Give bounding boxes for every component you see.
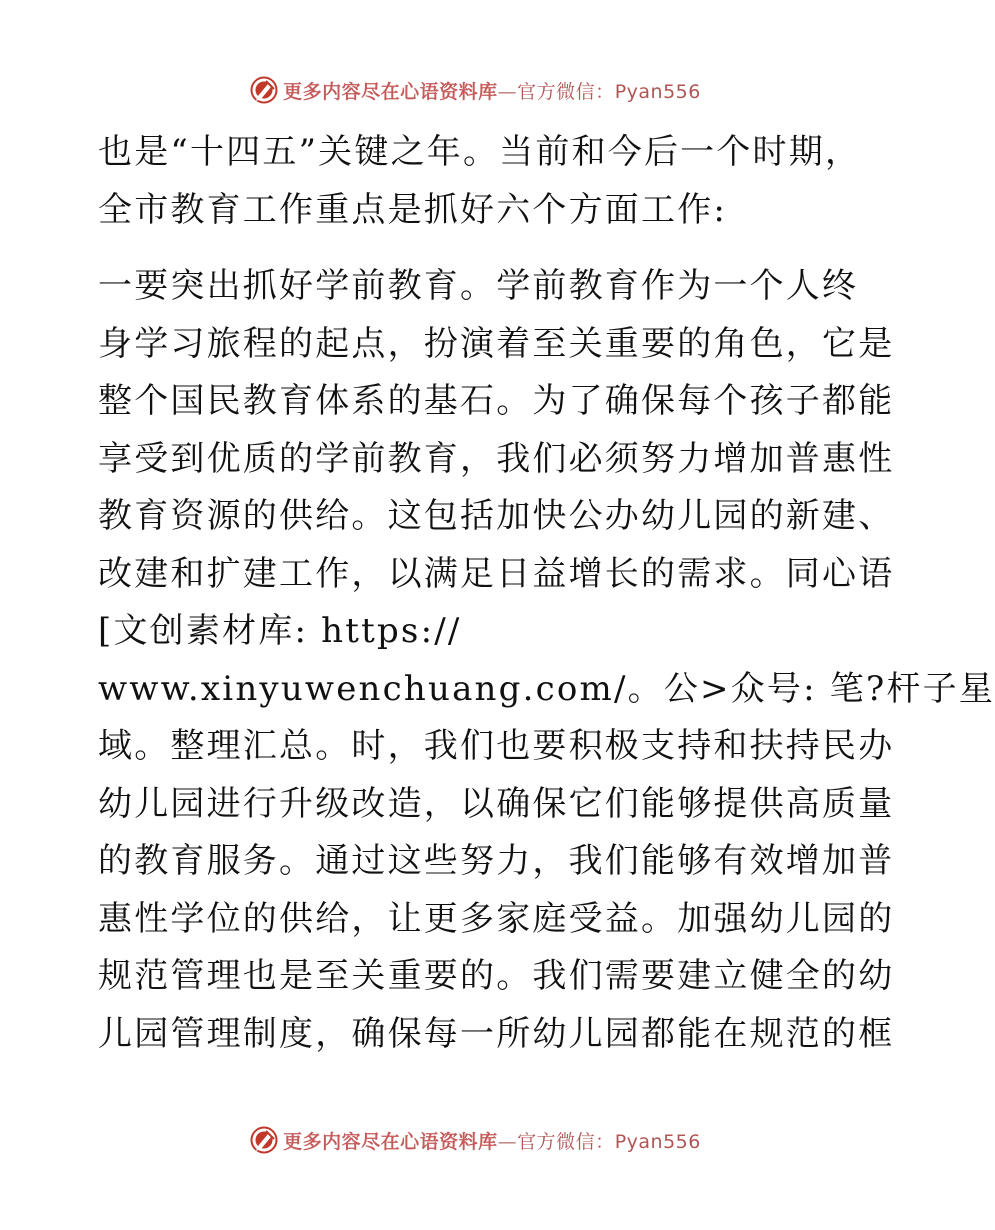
pen-logo-icon [249,75,279,105]
text-line: 的教育服务。通过这些努力，我们能够有效增加普 [98,841,895,881]
paragraph-3 [98,661,995,1064]
text-line: 规范管理也是至关重要的。我们需要建立健全的幼 [98,956,895,996]
watermark-dash: — [497,80,518,103]
text-line: 儿园管理制度，确保每一所幼儿园都能在规范的框 [98,1013,895,1054]
text-line: 惠性学位的供给，让更多家庭受益。加强幼儿园的 [98,898,895,939]
text-line: www.xinyuwenchuang.com/。公>众号: 笔?杆子星 [98,668,995,709]
text-line: 身学习旅程的起点，扮演着至关重要的角色，它是 [98,323,895,364]
text-line: 教育资源的供给。这包括加快公办幼儿园的新建、 [98,496,895,536]
watermark-dash: — [497,1130,518,1153]
pen-logo-icon [249,1125,279,1155]
watermark-brand: 更多内容尽在心语资料库 [283,80,498,103]
text-line: 改建和扩建工作，以满足日益增长的需求。同心语 [98,553,895,594]
text-line: 全市教育工作重点是抓好六个方面工作: [98,189,728,230]
footer-watermark [0,1120,950,1160]
watermark-wechat-id: Pyan556 [614,1130,701,1153]
watermark-brand: 更多内容尽在心语资料库 [283,1130,498,1153]
text-line: 享受到优质的学前教育，我们必须努力增加普惠性 [98,438,895,479]
watermark-label: 官方微信： [517,1130,615,1153]
watermark-label: 官方微信： [517,80,615,103]
paragraph-2 [98,258,895,661]
watermark-wechat-id: Pyan556 [614,80,701,103]
text-line: 幼儿园进行升级改造，以确保它们能够提供高质量 [98,783,895,824]
document-body [98,124,995,1063]
text-line: 也是“十四五”关键之年。当前和今后一个时期， [98,132,862,172]
text-line: 整个国民教育体系的基石。为了确保每个孩子都能 [98,381,895,421]
text-line: 域。整理汇总。时，我们也要积极支持和扶持民办 [98,726,895,766]
paragraph-1 [98,124,862,239]
header-watermark [0,70,950,110]
paragraph-gap [98,239,858,258]
text-line: [文创素材库: https:// [98,611,462,651]
text-line: 一要突出抓好学前教育。学前教育作为一个人终 [98,266,859,306]
